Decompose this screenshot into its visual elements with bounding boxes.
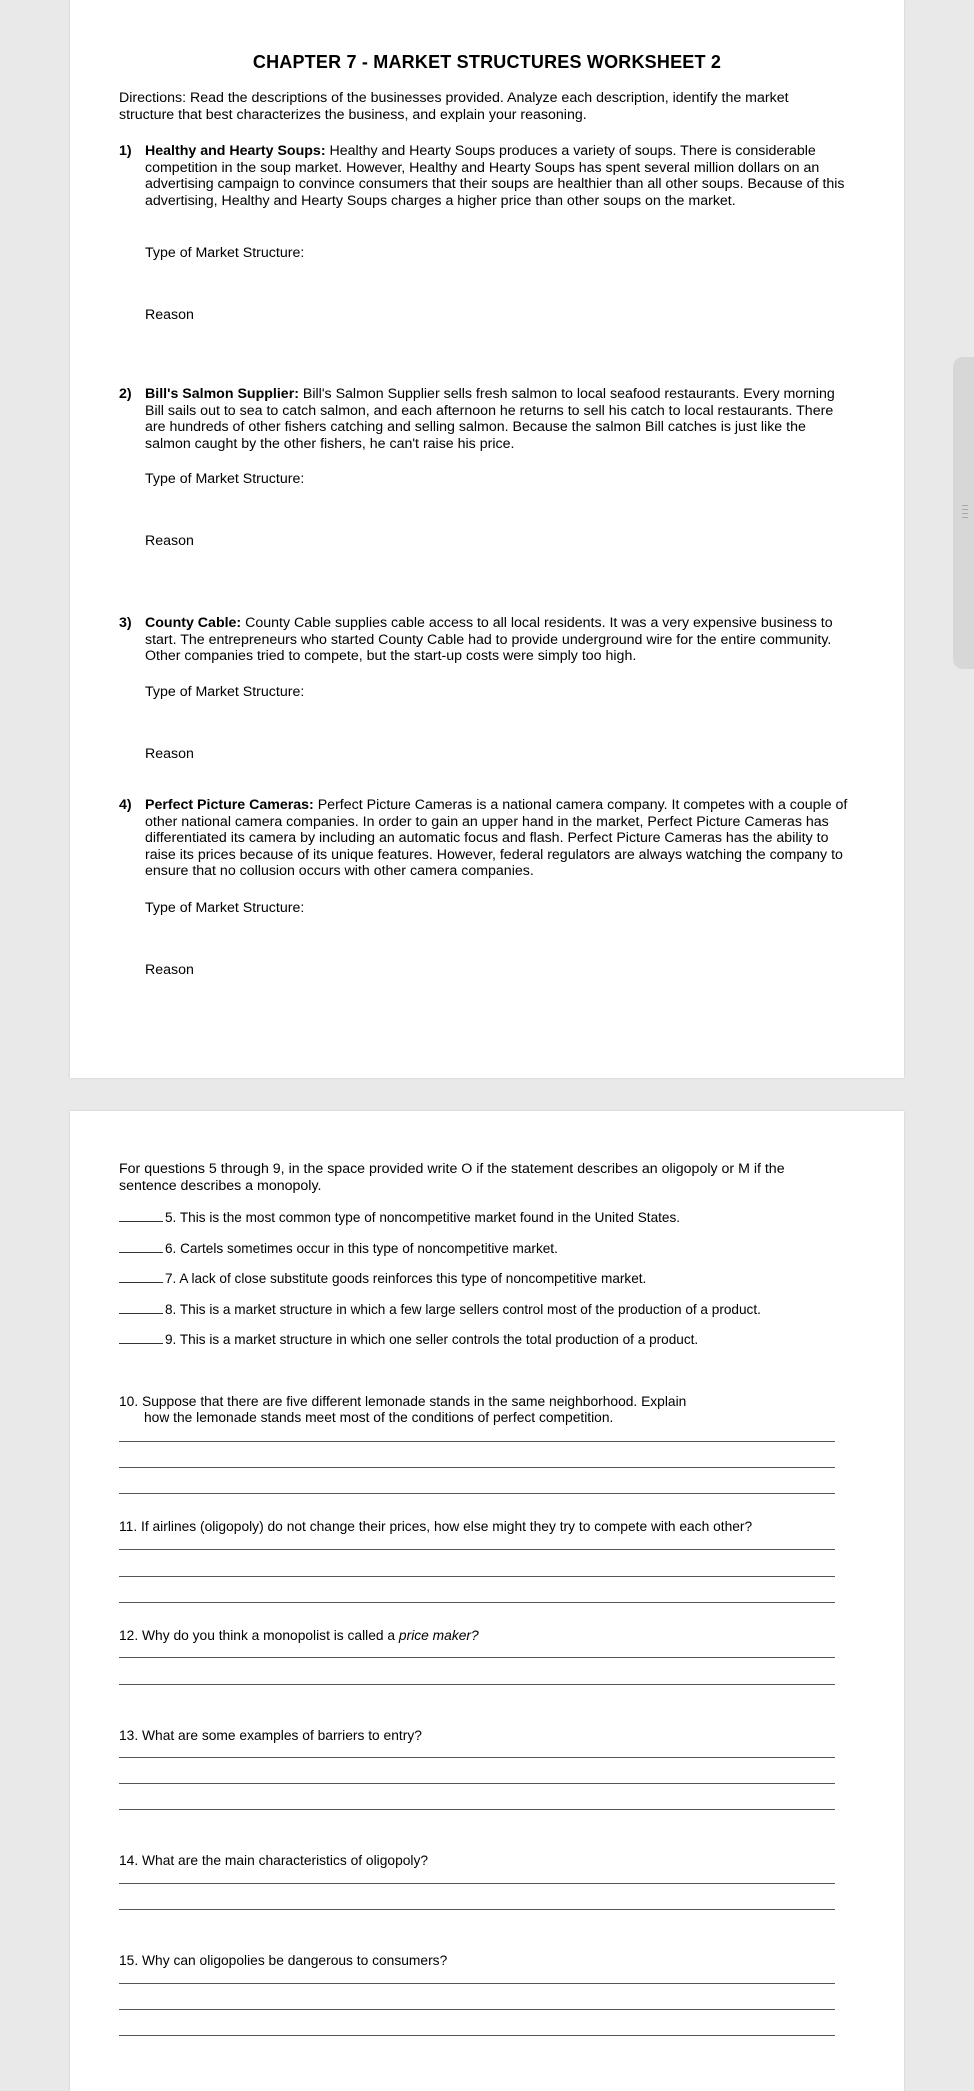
worksheet-page-1 xyxy=(70,0,904,1078)
business-question-4 xyxy=(119,797,849,880)
question-15: 15. Why can oligopolies be dangerous to consumers? xyxy=(119,1953,448,1968)
reason-label: Reason xyxy=(145,307,194,323)
answer-line[interactable] xyxy=(119,2009,835,2010)
answer-line[interactable] xyxy=(119,1549,835,1550)
grip-icon xyxy=(962,505,968,519)
business-description: County Cable supplies cable access to all local residents. It was a very expensive business to start. The entrepreneurs who started County Cable had to provide underground wire for the entire community. Other companies tried to compete, but the start-up costs were simply too high. xyxy=(145,615,833,664)
business-description: Perfect Picture Cameras is a national camera company. It competes with a couple of other national camera companies. In order to gain an upper hand in the market, Perfect Picture Cameras has differentiated its camera by including an automatic focus and flash. Perfect Picture Cameras has the ability to raise its prices because of its unique features. However, federal regulators are always watching the company to ensure that no collusion occurs with other camera companies. xyxy=(145,797,848,879)
question-11: 11. If airlines (oligopoly) do not change their prices, how else might they try to compete with each other? xyxy=(119,1519,753,1534)
reason-label: Reason xyxy=(145,962,194,978)
fill-in-item-9: 9. This is a market structure in which one seller controls the total production of a product. xyxy=(119,1330,698,1347)
question-number: 2) xyxy=(119,386,132,402)
scrollbar-handle[interactable] xyxy=(953,357,974,669)
answer-line[interactable] xyxy=(119,1909,835,1910)
answer-blank[interactable] xyxy=(119,1269,163,1283)
answer-line[interactable] xyxy=(119,1441,835,1442)
business-question-2 xyxy=(119,386,849,452)
answer-line[interactable] xyxy=(119,1467,835,1468)
business-name: Perfect Picture Cameras: xyxy=(145,797,314,813)
business-description: Bill's Salmon Supplier sells fresh salmon to local seafood restaurants. Every morning Bill sails out to sea to catch salmon, and each afternoon he returns to sell his catch to local restaurants. There are hundreds of other fishers catching and selling salmon. Because the salmon Bill catches is just like the salmon caught by the other fishers, he can't raise his price. xyxy=(145,386,835,452)
fill-in-item-8: 8. This is a market structure in which a few large sellers control most of the production of a product. xyxy=(119,1300,761,1317)
question-number: 3) xyxy=(119,615,132,631)
answer-line[interactable] xyxy=(119,1757,835,1758)
market-structure-label: Type of Market Structure: xyxy=(145,245,305,261)
fill-in-item-5: 5. This is the most common type of noncompetitive market found in the United States. xyxy=(119,1208,680,1225)
question-number: 4) xyxy=(119,797,132,813)
question-10: 10. Suppose that there are five different lemonade stands in the same neighborhood. Explain how the lemonade stands meet most of the conditions of perfect competition. xyxy=(119,1394,687,1425)
answer-line[interactable] xyxy=(119,1602,835,1603)
answer-line[interactable] xyxy=(119,1576,835,1577)
answer-line[interactable] xyxy=(119,1657,835,1658)
answer-line[interactable] xyxy=(119,1883,835,1884)
oligopoly-monopoly-instructions: For questions 5 through 9, in the space provided write O if the statement describes an oligopoly or M if the sentence describes a monopoly. xyxy=(119,1161,785,1194)
business-name: Bill's Salmon Supplier: xyxy=(145,386,299,402)
question-number: 1) xyxy=(119,143,132,159)
business-name: Healthy and Hearty Soups: xyxy=(145,143,326,159)
answer-line[interactable] xyxy=(119,2035,835,2036)
business-name: County Cable: xyxy=(145,615,242,631)
answer-line[interactable] xyxy=(119,1493,835,1494)
business-question-1 xyxy=(119,143,849,209)
reason-label: Reason xyxy=(145,746,194,762)
answer-line[interactable] xyxy=(119,1684,835,1685)
answer-line[interactable] xyxy=(119,1983,835,1984)
answer-line[interactable] xyxy=(119,1809,835,1810)
question-14: 14. What are the main characteristics of oligopoly? xyxy=(119,1853,429,1868)
business-description: Healthy and Hearty Soups produces a variety of soups. There is considerable competition in the soup market. However, Healthy and Hearty Soups has spent several million dollars on an advertising campaign to convince consumers that their soups are healthier than all other soups. Because of this advertising, Healthy and Hearty Soups charges a higher price than other soups on the market. xyxy=(145,143,845,209)
page-title: CHAPTER 7 - MARKET STRUCTURES WORKSHEET 2 xyxy=(252,52,722,72)
answer-blank[interactable] xyxy=(119,1330,163,1344)
answer-blank[interactable] xyxy=(119,1239,163,1253)
business-question-3 xyxy=(119,615,849,665)
fill-in-item-6: 6. Cartels sometimes occur in this type of noncompetitive market. xyxy=(119,1239,558,1256)
reason-label: Reason xyxy=(145,533,194,549)
fill-in-item-7: 7. A lack of close substitute goods reinforces this type of noncompetitive market. xyxy=(119,1269,646,1286)
market-structure-label: Type of Market Structure: xyxy=(145,900,305,916)
directions-text: Directions: Read the descriptions of the businesses provided. Analyze each description, identify the market structure that best characterizes the business, and explain your reasoning. xyxy=(119,90,789,123)
market-structure-label: Type of Market Structure: xyxy=(145,684,305,700)
answer-line[interactable] xyxy=(119,1783,835,1784)
answer-blank[interactable] xyxy=(119,1208,163,1222)
question-13: 13. What are some examples of barriers to entry? xyxy=(119,1728,422,1743)
market-structure-label: Type of Market Structure: xyxy=(145,471,305,487)
question-12: 12. Why do you think a monopolist is called a price maker? xyxy=(119,1628,479,1643)
answer-blank[interactable] xyxy=(119,1300,163,1314)
worksheet-page-2 xyxy=(70,1111,904,2091)
